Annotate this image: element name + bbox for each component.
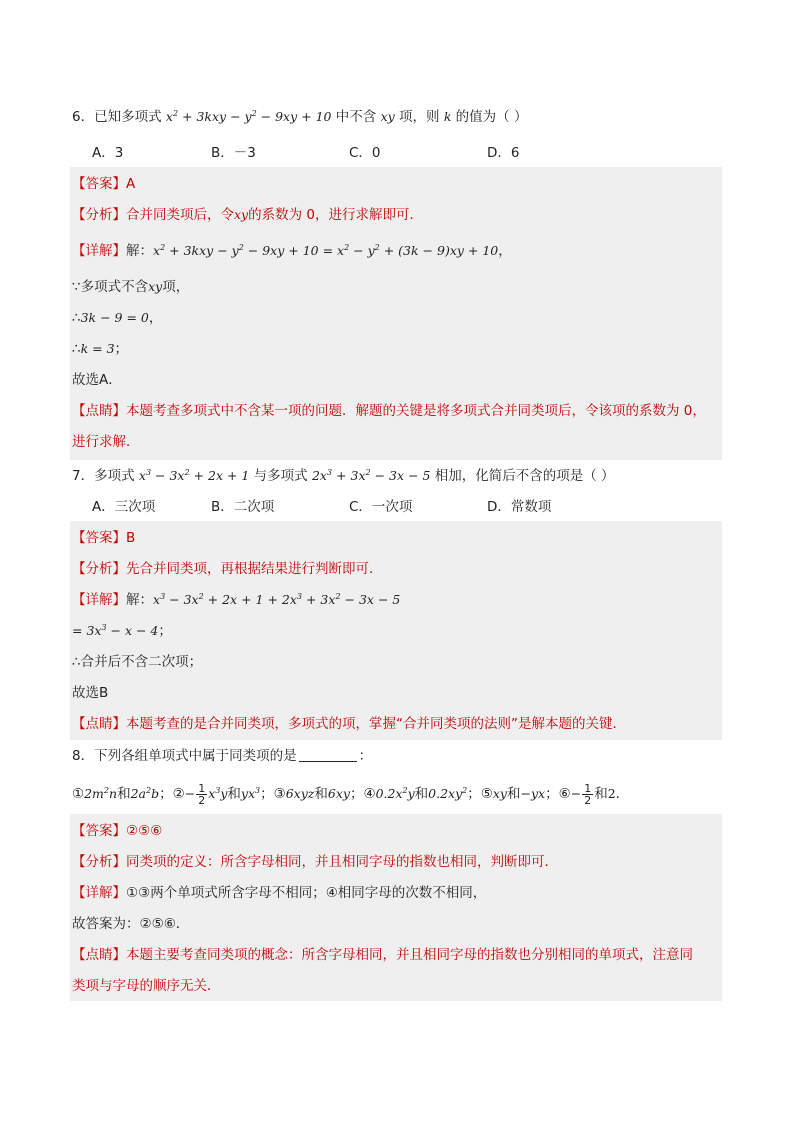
q7-answer: 【答案】B [72,530,136,546]
q7-solution-box [70,521,722,740]
q7-analysis: 【分析】先合并同类项，再根据结果进行判断即可． [72,561,383,577]
q7-choose: 故选B [72,685,109,701]
q6-polynomial: $x^2 + 3kxy - y^2 - 9xy + 10$ [165,109,332,124]
q6-stem: 6．已知多项式 $x^2 + 3kxy - y^2 - 9xy + 10$ 中不含 xy 项，则 k 的值为（ ） [72,109,528,125]
q6-solution-box [70,167,722,460]
q6-option-c: C．0 [349,145,381,161]
q8-comment-2: 类项与字母的顺序无关． [72,978,221,994]
q6-choose: 故选A． [72,372,122,388]
answer-blank [299,747,357,762]
q7-option-a: A．三次项 [92,499,156,515]
q7-option-d: D．常数项 [487,499,552,515]
q6-detail: 【详解】解：$x^2 + 3kxy - y^2 - 9xy + 10 = x^2 - y^2 + (3k - 9)xy + 10$， [72,243,512,259]
q7-option-b: B．二次项 [211,499,275,515]
q8-final: 故答案为：②⑤⑥． [72,916,190,932]
q7-result: = $3x^3 - x - 4$； [72,623,172,639]
q8-answer: 【答案】②⑤⑥ [72,823,163,839]
q7-stem: 7．多项式 $x^3 - 3x^2 + 2x + 1$ 与多项式 $2x^3 + 3x^2 - 3x - 5$ 相加，化简后不含的项是（ ） [72,468,615,484]
q6-comment-2: 进行求解． [72,434,140,450]
q8-analysis: 【分析】同类项的定义：所含字母相同，并且相同字母的指数也相同，判断即可． [72,854,558,870]
q8-groups: $①2m^2n$和$2a^2b$；②− $\frac{1}{2}$ $x^3y$和$yx^3$；③6xyz和6xy；$④0.2x^2y$和$0.2xy^2$；⑤xy和−yx；⑥− $\frac{1}{2}$ 和2． [72,781,630,807]
q6-since: ∵多项式不含xy项， [72,279,190,295]
q7-option-c: C．一次项 [349,499,413,515]
q6-option-b: B．－3 [211,145,256,161]
q6-therefore-2: ∴k = 3； [72,341,129,357]
q6-option-d: D．6 [487,145,520,161]
q6-analysis: 【分析】合并同类项后，令xy的系数为 0，进行求解即可． [72,207,424,223]
q7-comment: 【点睛】本题考查的是合并同类项，多项式的项，掌握“合并同类项的法则”是解本题的关键． [72,716,626,732]
q8-stem: 8．下列各组单项式中属于同类项的是 ： [72,748,373,764]
q7-conclusion: ∴合并后不含二次项； [72,654,203,670]
q8-solution-box [70,814,722,1001]
q6-option-a: A．3 [92,145,124,161]
q7-detail: 【详解】解：$x^3 - 3x^2 + 2x + 1 + 2x^3 + 3x^2 - 3x - 5$ [72,592,401,608]
q6-therefore-1: ∴3k − 9 = 0， [72,310,163,326]
q8-detail: 【详解】①③两个单项式所含字母不相同；④相同字母的次数不相同， [72,885,487,901]
q6-answer: 【答案】A [72,176,136,192]
q8-comment-1: 【点睛】本题主要考查同类项的概念：所含字母相同，并且相同字母的指数也分别相同的单项式，注意同 [72,947,693,963]
q6-comment-1: 【点睛】本题考查多项式中不含某一项的问题．解题的关键是将多项式合并同类项后，令该项的系数为 0， [72,403,706,419]
